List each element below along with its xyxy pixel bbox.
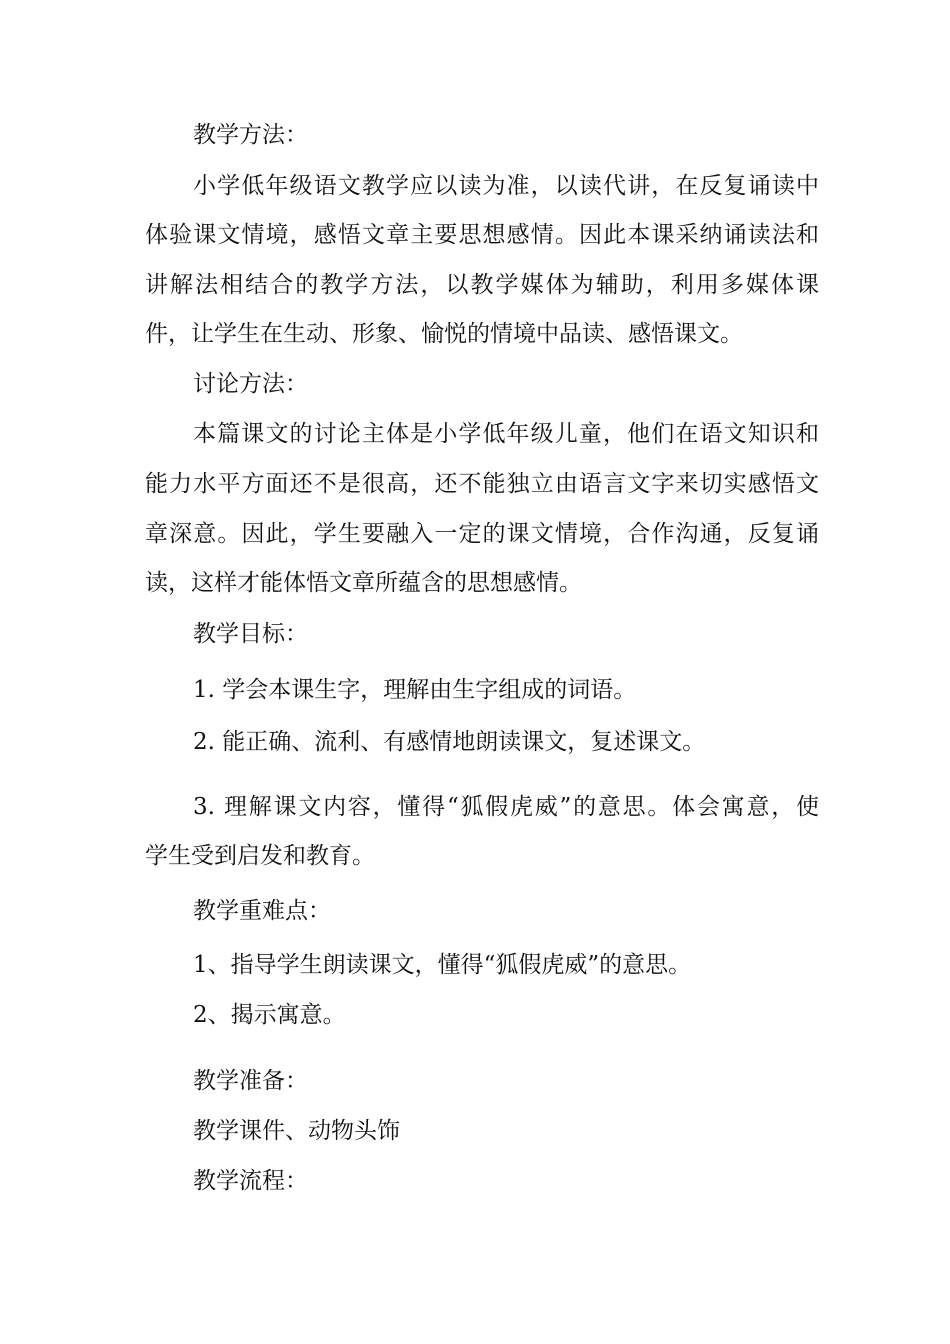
preparation-heading: 教学准备：: [193, 1068, 308, 1094]
discussion-paragraph-line-2: 能力水平方面还不是很高，还不能独立由语言文字来切实感悟文: [145, 471, 819, 497]
methods-paragraph-line-2: 体验课文情境，感悟文章主要思想感情。因此本课采纳诵读法和: [145, 222, 819, 248]
discussion-paragraph-line-3: 章深意。因此，学生要融入一定的课文情境，合作沟通，反复诵: [145, 521, 819, 547]
discussion-paragraph-line-1: 本篇课文的讨论主体是小学低年级儿童，他们在语文知识和: [193, 421, 819, 447]
discussion-heading: 讨论方法：: [193, 371, 308, 397]
goal-item-3-line-2: 学生受到启发和教育。: [145, 843, 375, 869]
goals-heading: 教学目标：: [193, 621, 308, 647]
goal-item-1: 1. 学会本课生字，理解由生字组成的词语。: [193, 677, 637, 703]
key-points-heading: 教学重难点：: [193, 898, 331, 924]
methods-paragraph-line-3: 讲解法相结合的教学方法，以教学媒体为辅助，利用多媒体课: [145, 272, 819, 298]
discussion-paragraph-line-4: 读，这样才能体悟文章所蕴含的思想感情。: [145, 570, 582, 596]
process-heading: 教学流程：: [193, 1168, 308, 1194]
methods-paragraph-line-1: 小学低年级语文教学应以读为准，以读代讲，在反复诵读中: [193, 173, 819, 199]
key-point-item-1: 1、指导学生朗读课文，懂得“狐假虎威”的意思。: [193, 952, 692, 978]
goal-item-2: 2. 能正确、流利、有感情地朗读课文，复述课文。: [193, 729, 706, 755]
key-point-item-2: 2、揭示寓意。: [193, 1002, 346, 1028]
goal-item-3-line-1: 3. 理解课文内容，懂得“狐假虎威”的意思。体会寓意，使: [193, 794, 819, 820]
preparation-text: 教学课件、动物头饰: [193, 1118, 400, 1144]
methods-paragraph-line-4: 件，让学生在生动、形象、愉悦的情境中品读、感悟课文。: [145, 321, 743, 347]
methods-heading: 教学方法：: [193, 122, 308, 148]
